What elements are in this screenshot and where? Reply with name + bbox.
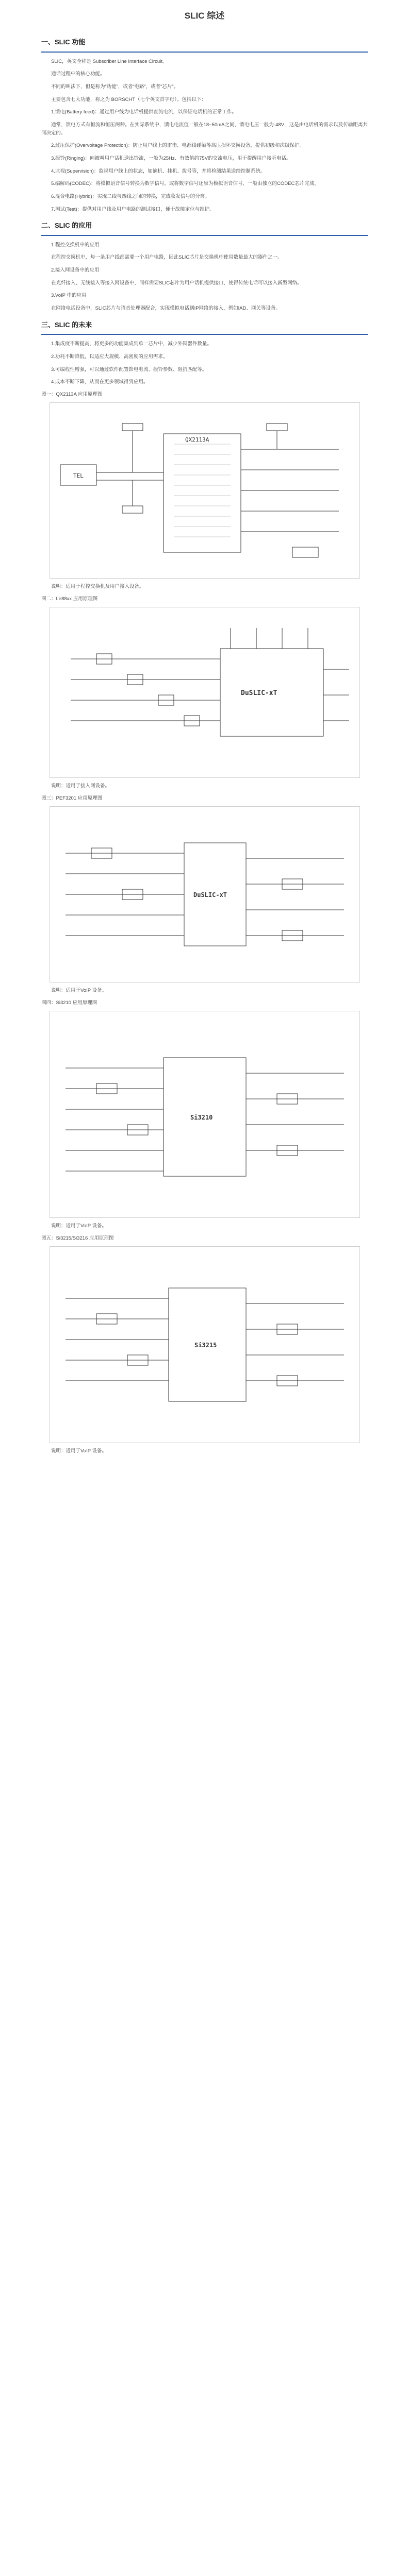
figure-caption: 图五：Si3215/Si3216 应用原理图 bbox=[41, 1235, 114, 1241]
figure-caption: 图三：PEF3201 应用原理图 bbox=[41, 795, 103, 801]
paragraph: 在网络电话设备中，SLIC芯片与语音处理器配合，实现模拟电话到IP网络的接入，例如IAD、网关等设备。 bbox=[51, 306, 281, 312]
section-slic-future bbox=[0, 320, 409, 1455]
paragraph: 不同的叫法下，但是称为“功能”，或者“电路”，或者“芯片”。 bbox=[51, 83, 178, 90]
paragraph: 3.VoIP 中的应用 bbox=[51, 293, 87, 299]
paragraph: 通常，馈电方式有恒流和恒压两种。在实际系统中，馈电电流值一般在18~50mA之间，馈电电压一般为-48V，这是由电话机的需求以及传输距离共同决定的。 bbox=[41, 122, 368, 136]
paragraph: 1.程控交换机中的应用 bbox=[51, 242, 100, 248]
figure-qx2113a-schematic bbox=[50, 402, 360, 579]
figure-note: 说明：适用于VoIP 设备。 bbox=[51, 988, 107, 994]
tel-label: TEL bbox=[73, 472, 84, 480]
paragraph: 6.混合电路(Hybrid)：实现二线与四线之间的转换，完成收发信号的分离。 bbox=[51, 193, 210, 199]
schematic-diagram bbox=[50, 607, 359, 777]
figure-si3215-schematic bbox=[50, 1246, 360, 1443]
figure-note: 说明：适用于VoIP 设备。 bbox=[51, 1448, 107, 1454]
section-slic-application bbox=[0, 221, 409, 313]
chip-label: Si3210 bbox=[190, 1113, 212, 1121]
paragraph: 3.可编程性增强，可以通过软件配置馈电电流、振铃参数、阻抗匹配等。 bbox=[51, 366, 207, 372]
schematic-diagram bbox=[50, 807, 359, 982]
figure-pef3201-schematic bbox=[50, 806, 360, 982]
paragraph: 7.测试(Test)：提供对用户线及用户电路的测试接口，便于故障定位与维护。 bbox=[51, 206, 215, 212]
section-title: 三、SLIC 的未来 bbox=[41, 320, 92, 329]
chip-label: Si3215 bbox=[194, 1341, 217, 1349]
section-divider bbox=[41, 334, 368, 335]
figure-note: 说明：适用于程控交换机及用户接入设备。 bbox=[51, 584, 144, 590]
paragraph: 1.集成度不断提高，将更多的功能集成到单一芯片中，减少外围器件数量。 bbox=[51, 341, 212, 347]
chip-label: QX2113A bbox=[185, 436, 209, 444]
section-divider bbox=[41, 52, 368, 53]
schematic-diagram bbox=[50, 1247, 359, 1443]
paragraph: 4.成本不断下降，从而在更多领域得到应用。 bbox=[51, 379, 149, 385]
figure-caption: 图二：Le88xx 应用原理图 bbox=[41, 596, 98, 602]
paragraph: 主要包含七大功能，称之为 BORSCHT（七个英文首字母）。包括以下： bbox=[51, 96, 206, 103]
section-title: 一、SLIC 功能 bbox=[41, 38, 86, 46]
figure-caption: 图四：Si3210 应用原理图 bbox=[41, 999, 97, 1006]
chip-label: DuSLIC-xT bbox=[240, 689, 277, 698]
paragraph: 4.监视(Supervision)：监视用户线上的状态，如摘机、挂机、拨号等，并将检测结果送给控制系统。 bbox=[51, 168, 266, 174]
paragraph: 在程控交换机中，每一条用户线都需要一个用户电路，因此SLIC芯片是交换机中使用数量最大的器件之一。 bbox=[51, 255, 283, 261]
figure-note: 说明：适用于接入网设备。 bbox=[51, 783, 110, 789]
figure-note: 说明：适用于VoIP 设备。 bbox=[51, 1223, 107, 1229]
paragraph: 3.振铃(Ringing)：向被叫用户话机送出铃流，一般为25Hz、有效值约75V的交流电压，用于提醒用户接听电话。 bbox=[51, 155, 291, 161]
paragraph: SLIC，英文全称是 Subscriber Line Interface Circuit。 bbox=[51, 58, 168, 64]
chip-label: DuSLIC-xT bbox=[193, 891, 227, 899]
figure-caption: 图一：QX2113A 应用原理图 bbox=[41, 391, 103, 397]
figure-le88xx-schematic bbox=[50, 607, 360, 778]
figure-si3210-schematic bbox=[50, 1011, 360, 1218]
document-title: SLIC 综述 bbox=[184, 11, 225, 21]
paragraph: 2.功耗不断降低，以适应大规模、高密度的应用需求。 bbox=[51, 353, 168, 360]
schematic-diagram bbox=[50, 403, 359, 578]
section-divider bbox=[41, 235, 368, 236]
schematic-diagram bbox=[50, 1011, 359, 1217]
section-slic-function bbox=[0, 37, 409, 213]
paragraph: 在光纤接入、无线接入等接入网设备中，同样需要SLIC芯片为用户话机提供接口，使得传统电话可以接入新型网络。 bbox=[51, 280, 302, 286]
paragraph: 5.编解码(CODEC)：将模拟语音信号转换为数字信号，或将数字信号还原为模拟语音信号，一般由独立的CODEC芯片完成。 bbox=[51, 181, 319, 187]
paragraph: 1.馈电(Battery feed)：通过用户线为电话机提供直流电流，以保证电话机的正常工作。 bbox=[51, 109, 237, 115]
section-title: 二、SLIC 的应用 bbox=[41, 222, 92, 230]
paragraph: 通话过程中的核心功能。 bbox=[51, 71, 105, 77]
paragraph: 2.接入网设备中的应用 bbox=[51, 267, 100, 274]
paragraph: 2.过压保护(Overvoltage Protection)：防止用户线上的雷击、电源线碰触等高压损坏交换设备，提供初级和次级保护。 bbox=[51, 143, 304, 149]
